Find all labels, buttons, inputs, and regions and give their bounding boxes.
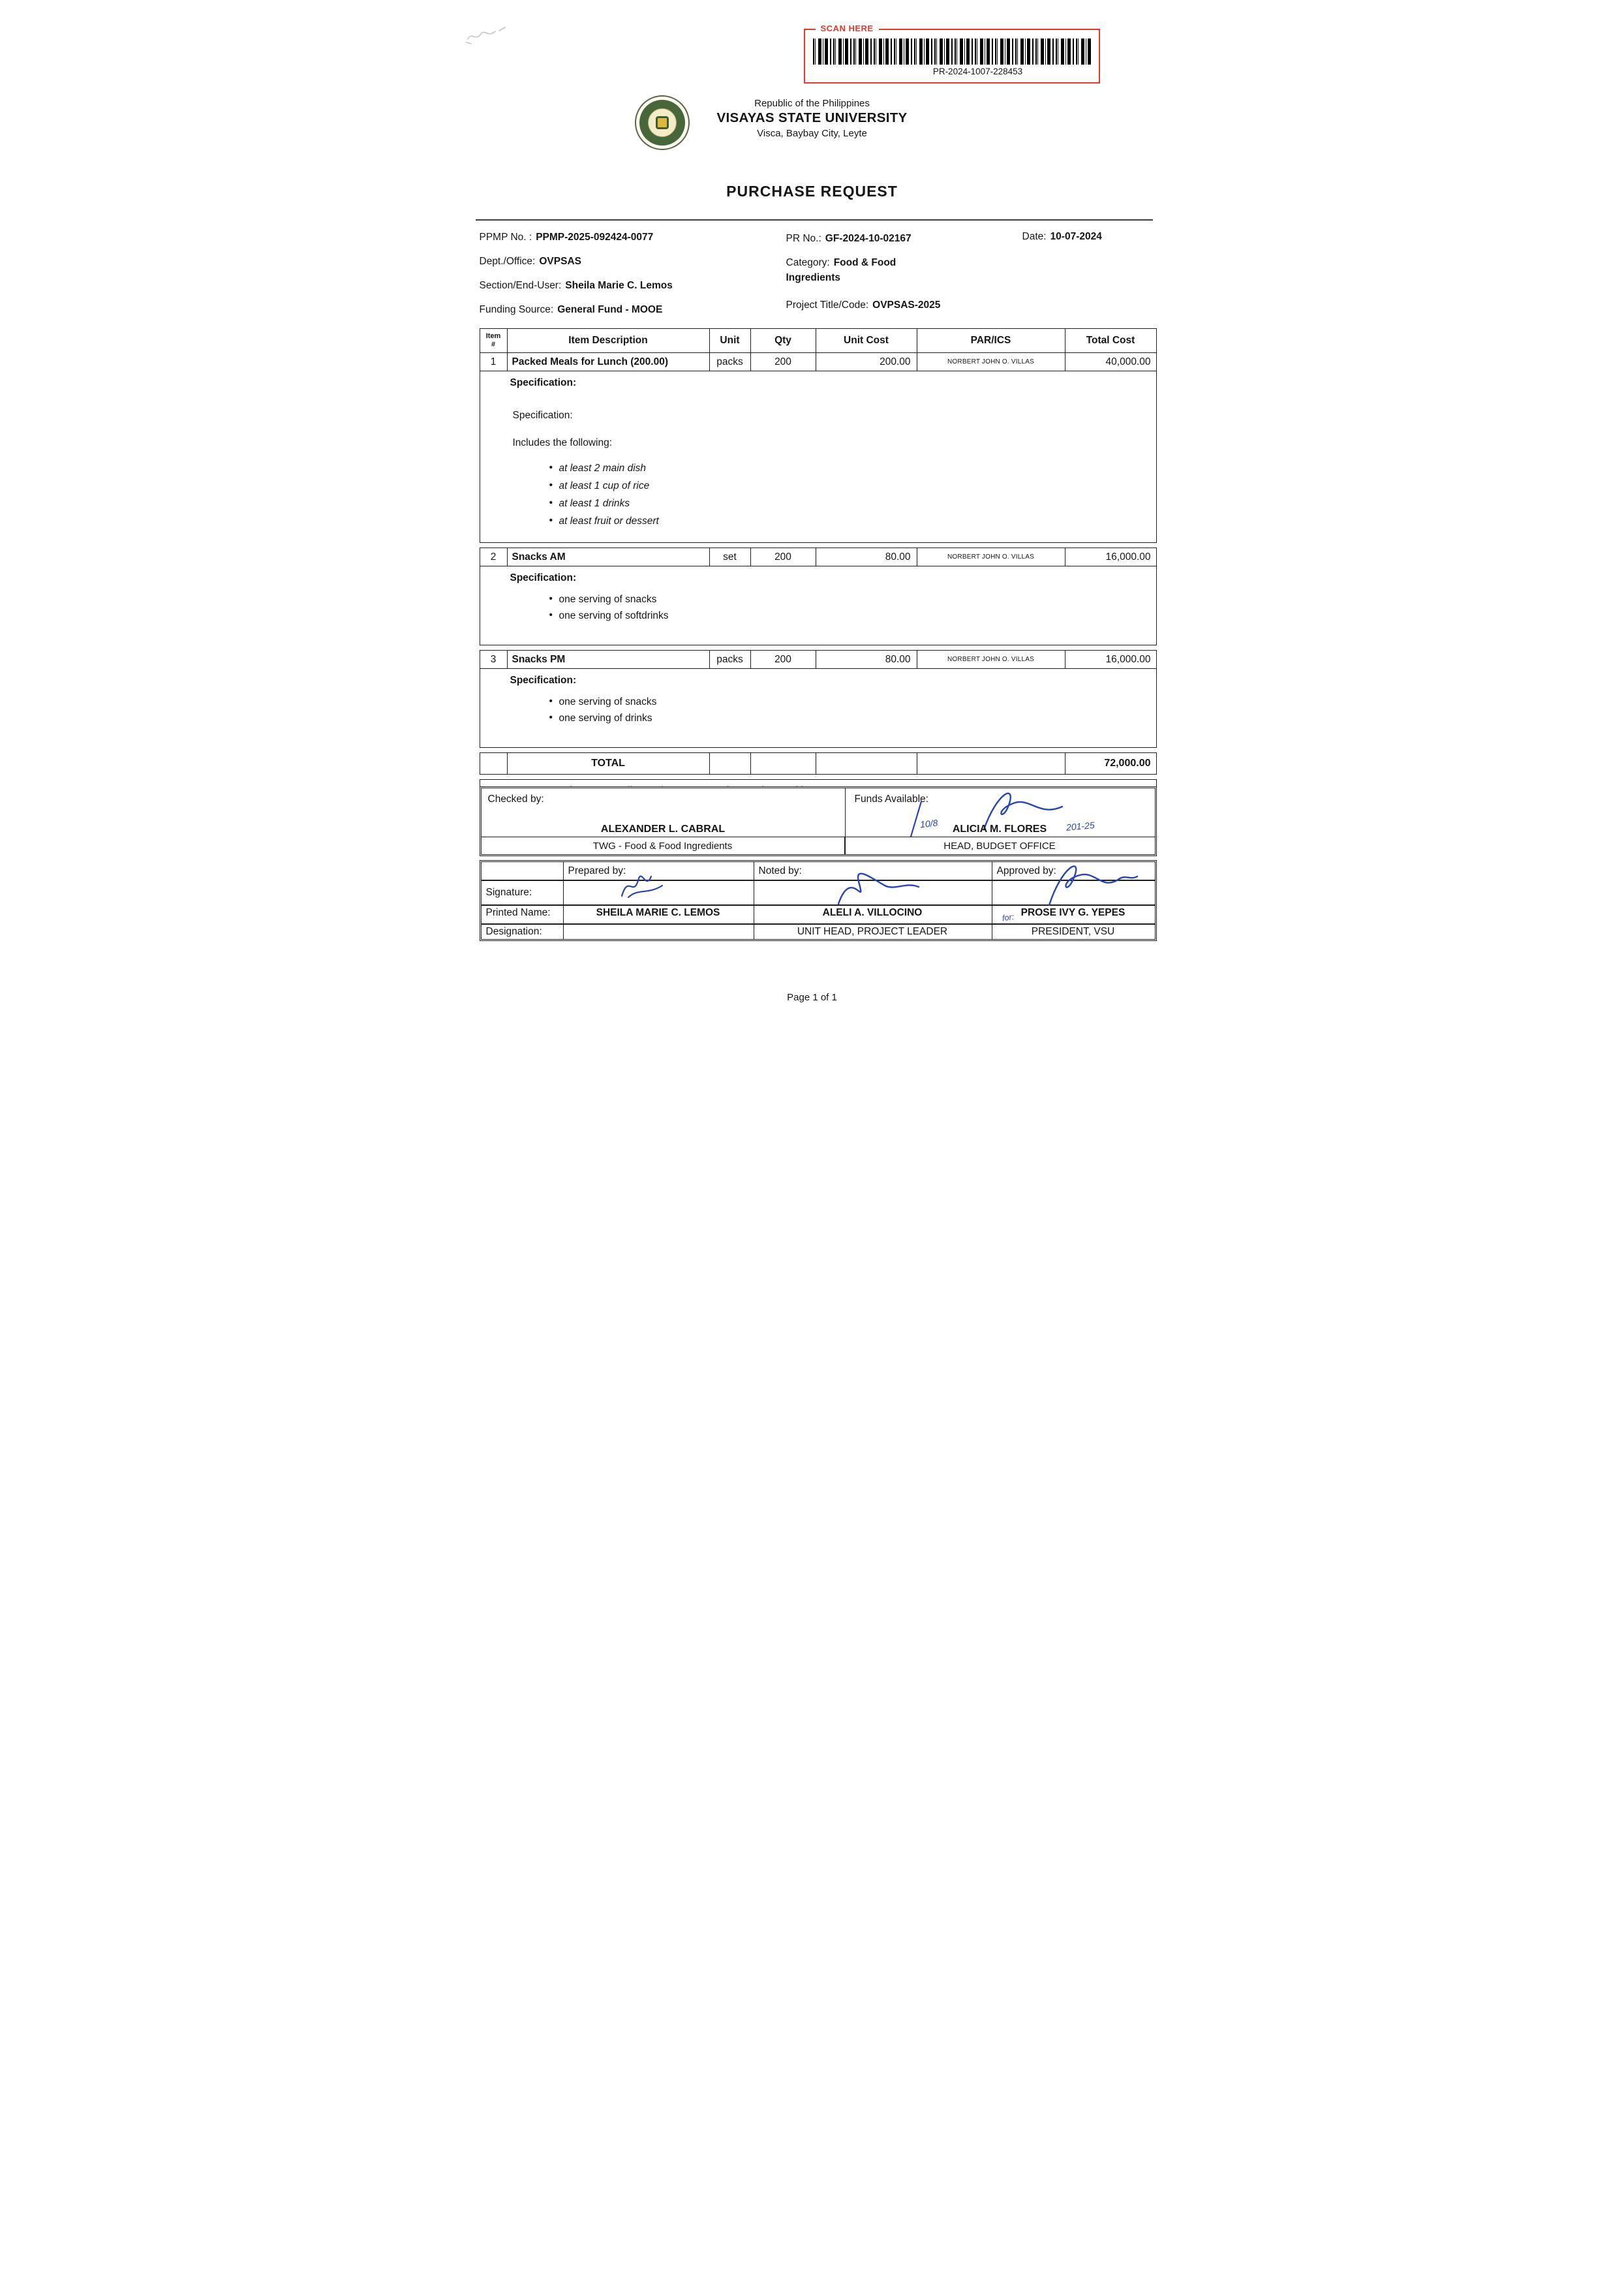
section-end-user-label: Section/End-User: xyxy=(479,280,562,291)
purchase-request-document xyxy=(453,0,1171,1018)
funds-note-left: 10/8 xyxy=(919,817,938,830)
spec-heading: Specification: xyxy=(510,572,577,583)
item-2-par-ics: NORBERT JOHN O. VILLAS xyxy=(917,548,1065,566)
section-end-user-value: Sheila Marie C. Lemos xyxy=(565,280,673,291)
divider xyxy=(482,923,1155,925)
ppmp-no-value: PPMP-2025-092424-0077 xyxy=(536,232,654,243)
funds-available-label: Funds Available: xyxy=(854,794,928,805)
item-2-num: 2 xyxy=(480,548,508,566)
item-2-total-cost: 16,000.00 xyxy=(1105,551,1151,563)
item-2-qty: 200 xyxy=(751,548,816,566)
spec-bullet: • one serving of snacks xyxy=(549,696,1148,708)
page-footer: Page 1 of 1 xyxy=(787,992,837,1003)
col-header-unit-cost: Unit Cost xyxy=(816,329,917,352)
designation-row-label: Designation: xyxy=(485,926,542,937)
ppmp-no-label: PPMP No. : xyxy=(479,232,532,243)
total-label: TOTAL xyxy=(508,753,710,774)
document-title: PURCHASE REQUEST xyxy=(726,183,898,200)
item-3-description: Snacks PM xyxy=(508,651,710,668)
col-header-qty: Qty xyxy=(751,329,816,352)
spec-bullet: • at least 1 cup of rice xyxy=(549,480,1148,492)
spec-heading: Specification: xyxy=(510,675,577,686)
item-1-specification xyxy=(480,371,1156,542)
university-address: Visca, Baybay City, Leyte xyxy=(757,128,867,139)
spec-bullet-list xyxy=(510,696,1148,724)
checked-funds-block xyxy=(480,786,1157,856)
project-title-label: Project Title/Code: xyxy=(786,300,869,311)
item-2-description: Snacks AM xyxy=(508,548,710,566)
col-header-description: Item Description xyxy=(508,329,710,352)
dept-office-label: Dept./Office: xyxy=(479,256,536,267)
spec-bullet: • at least fruit or dessert xyxy=(549,516,1148,527)
category-value: Food & Food Ingredients xyxy=(786,257,896,283)
item-3-num: 3 xyxy=(480,651,508,668)
checked-by-name: ALEXANDER L. CABRAL xyxy=(600,824,726,835)
item-2-unit: set xyxy=(710,548,751,566)
pr-no-value: GF-2024-10-02167 xyxy=(825,233,912,244)
col-header-item-num: Item # xyxy=(480,329,508,352)
scan-here-label: SCAN HERE xyxy=(816,23,879,33)
printed-name-row-label: Printed Name: xyxy=(485,907,551,918)
item-1-qty: 200 xyxy=(751,353,816,371)
item-3-unit-cost: 80.00 xyxy=(816,651,917,668)
item-3-unit: packs xyxy=(710,651,751,668)
pr-no-label: PR No.: xyxy=(786,233,821,244)
total-row xyxy=(480,752,1157,775)
spec-bullet: • one serving of snacks xyxy=(549,594,1148,606)
prepared-noted-approved-block xyxy=(480,860,1157,941)
funding-source-value: General Fund - MOOE xyxy=(557,304,663,315)
signature-row-label: Signature: xyxy=(485,887,532,898)
project-title-value: OVPSAS-2025 xyxy=(872,300,941,311)
spec-bullet: • one serving of softdrinks xyxy=(549,610,1148,622)
spec-bullet: • at least 2 main dish xyxy=(549,463,1148,474)
checked-by-designation: TWG - Food & Food Ingredients xyxy=(482,837,845,854)
divider xyxy=(482,904,1155,906)
item-2-specification xyxy=(480,566,1156,645)
funds-note-right: 201-25 xyxy=(1065,820,1095,833)
item-1-total-cost: 40,000.00 xyxy=(1105,356,1151,367)
barcode xyxy=(813,39,1091,65)
approved-by-label: Approved by: xyxy=(996,865,1056,876)
table-segment-2 xyxy=(480,548,1157,645)
total-row-par-cell xyxy=(917,753,1065,774)
spec-includes-line: Includes the following: xyxy=(512,437,613,448)
total-row-unit-cell xyxy=(710,753,751,774)
date-field xyxy=(1022,231,1102,243)
items-table xyxy=(480,328,1157,802)
item-1-par-ics: NORBERT JOHN O. VILLAS xyxy=(917,353,1065,371)
approved-by-name: PROSE IVY G. YEPES xyxy=(1020,907,1126,918)
spec-bullet: • one serving of drinks xyxy=(549,713,1148,724)
divider xyxy=(482,880,1155,881)
item-1-unit-cost: 200.00 xyxy=(816,353,917,371)
total-row-unit-cost-cell xyxy=(816,753,917,774)
checked-by-label: Checked by: xyxy=(487,794,544,805)
total-row-num-cell xyxy=(480,753,508,774)
date-value: 10-07-2024 xyxy=(1050,231,1102,242)
item-3-specification xyxy=(480,669,1156,747)
spec-subheading: Specification: xyxy=(512,410,573,421)
item-row-2 xyxy=(480,548,1156,566)
university-name: VISAYAS STATE UNIVERSITY xyxy=(716,110,908,125)
letterhead xyxy=(453,98,1171,139)
divider xyxy=(476,219,1153,221)
table-segment-3 xyxy=(480,650,1157,748)
col-header-par-ics: PAR/ICS xyxy=(917,329,1065,352)
item-3-total-cost: 16,000.00 xyxy=(1105,653,1151,665)
dept-office-value: OVPSAS xyxy=(539,256,581,267)
table-header-row xyxy=(480,329,1156,353)
spec-bullet-list xyxy=(510,594,1148,622)
col-header-unit: Unit xyxy=(710,329,751,352)
date-label: Date: xyxy=(1022,231,1047,242)
col-header-total-cost: Total Cost xyxy=(1086,335,1135,346)
funding-source-label: Funding Source: xyxy=(479,304,554,315)
category-field xyxy=(786,255,933,285)
republic-line: Republic of the Philippines xyxy=(754,98,870,109)
divider xyxy=(563,862,564,939)
noted-by-designation: UNIT HEAD, PROJECT LEADER xyxy=(797,926,948,937)
approved-note: for: xyxy=(1001,912,1015,923)
funds-designation: HEAD, BUDGET OFFICE xyxy=(943,840,1056,852)
item-3-qty: 200 xyxy=(751,651,816,668)
total-value: 72,000.00 xyxy=(1104,758,1151,769)
category-label: Category: xyxy=(786,257,830,268)
prepared-by-name: SHEILA MARIE C. LEMOS xyxy=(596,907,720,918)
item-1-description: Packed Meals for Lunch (200.00) xyxy=(508,353,710,371)
spec-bullet-list xyxy=(510,463,1148,527)
info-right-column xyxy=(786,231,1152,322)
prepared-by-label: Prepared by: xyxy=(568,865,626,876)
item-1-unit: packs xyxy=(710,353,751,371)
approved-by-designation: PRESIDENT, VSU xyxy=(1031,926,1115,937)
noted-by-label: Noted by: xyxy=(758,865,802,876)
item-3-par-ics: NORBERT JOHN O. VILLAS xyxy=(917,651,1065,668)
item-1-num: 1 xyxy=(480,353,508,371)
spec-heading: Specification: xyxy=(510,377,577,388)
funds-name: ALICIA M. FLORES xyxy=(952,824,1047,835)
spec-bullet: • at least 1 drinks xyxy=(549,498,1148,510)
item-row-1 xyxy=(480,353,1156,371)
barcode-number: PR-2024-1007-228453 xyxy=(932,67,1023,76)
total-row-qty-cell xyxy=(751,753,816,774)
item-row-3 xyxy=(480,651,1156,669)
item-2-unit-cost: 80.00 xyxy=(816,548,917,566)
pencil-mark xyxy=(464,25,519,46)
project-title-field xyxy=(786,298,1152,313)
designation-strip xyxy=(482,837,1155,854)
table-segment-1 xyxy=(480,328,1157,543)
barcode-panel xyxy=(804,23,1100,84)
noted-by-name: ALELI A. VILLOCINO xyxy=(822,907,923,918)
info-section xyxy=(480,230,1158,326)
